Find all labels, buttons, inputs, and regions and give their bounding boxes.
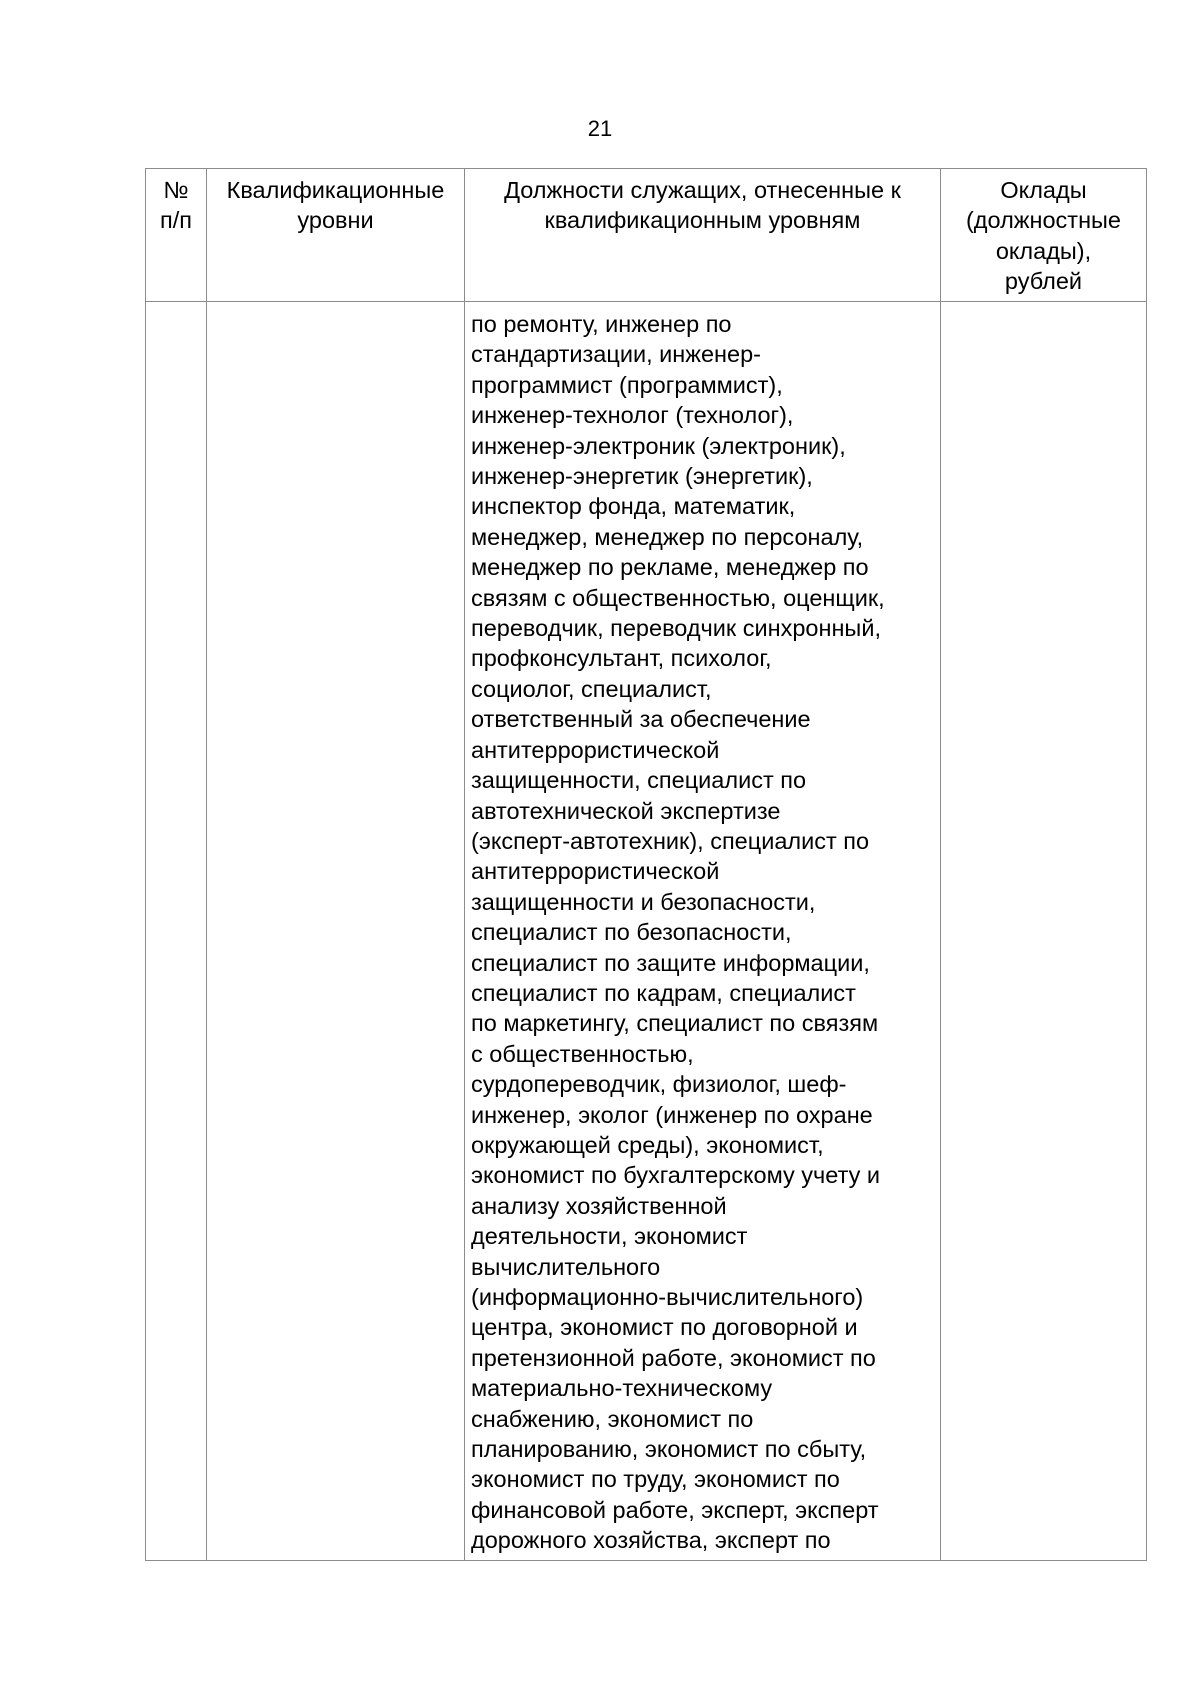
positions-text-line: профконсультант, психолог, — [471, 645, 772, 672]
positions-text-line: социолог, специалист, — [471, 675, 712, 702]
positions-text-line: претензионной работе, экономист по — [471, 1344, 876, 1371]
header-salaries-line: (должностные — [965, 207, 1122, 234]
positions-text-line: снабжению, экономист по — [471, 1405, 754, 1432]
positions-text-line: стандартизации, инженер- — [471, 341, 761, 368]
positions-text-line: окружающей среды), экономист, — [471, 1131, 824, 1158]
positions-text-line: инженер-технолог (технолог), — [471, 402, 794, 429]
header-salaries-line: Оклады — [1000, 177, 1087, 203]
positions-text-line: защищенности, специалист по — [471, 767, 807, 794]
header-number — [146, 169, 207, 302]
header-number-line: № — [163, 177, 189, 203]
positions-text-line: с общественностью, — [471, 1040, 694, 1067]
positions-text-line: дорожного хозяйства, эксперт по — [471, 1527, 831, 1554]
positions-text-line: (информационно-вычислительного) — [471, 1284, 864, 1310]
staff-positions-table — [145, 168, 1147, 1561]
header-levels-line: уровни — [297, 207, 374, 234]
header-positions-line: квалификационным уровням — [544, 207, 861, 234]
positions-text-line: по маркетингу, специалист по связям — [471, 1010, 879, 1037]
header-number-line: п/п — [160, 207, 192, 234]
positions-text-line: сурдопереводчик, физиолог, шеф- — [471, 1071, 847, 1098]
positions-text-line: инспектор фонда, математик, — [471, 493, 796, 520]
positions-text-line: центра, экономист по договорной и — [471, 1314, 858, 1341]
positions-text-line: антитеррористической — [471, 858, 720, 885]
cell-number — [146, 302, 207, 1561]
header-levels-line: Квалификационные — [226, 177, 445, 203]
positions-text-line: ответственный за обеспечение — [471, 706, 811, 733]
header-salaries — [941, 169, 1147, 302]
positions-text-line: по ремонту, инженер по — [471, 311, 732, 337]
cell-positions — [465, 302, 941, 1561]
cell-qualification-level — [207, 302, 465, 1561]
positions-text-line: связям с общественностью, оценщик, — [471, 584, 885, 611]
table-header-row — [146, 169, 1147, 302]
positions-text-line: автотехнической экспертизе — [471, 797, 781, 824]
page-number: 21 — [587, 116, 613, 141]
header-positions-line: Должности служащих, отнесенные к — [504, 177, 901, 203]
positions-text-line: специалист по кадрам, специалист — [471, 979, 856, 1006]
positions-text-line: антитеррористической — [471, 736, 720, 763]
positions-text-line: деятельности, экономист — [471, 1223, 748, 1250]
positions-text-line: инженер-электроник (электроник), — [471, 432, 846, 459]
positions-text-line: материально-техническому — [471, 1375, 773, 1402]
positions-text — [471, 309, 932, 1556]
header-salaries-line: рублей — [1004, 268, 1083, 295]
positions-text-line: финансовой работе, эксперт, эксперт — [471, 1496, 879, 1523]
header-qualification-levels — [207, 169, 465, 302]
positions-text-line: защищенности и безопасности, — [471, 888, 816, 915]
positions-text-line: специалист по безопасности, — [471, 919, 792, 946]
positions-text-line: программист (программист), — [471, 371, 783, 398]
positions-text-line: переводчик, переводчик синхронный, — [471, 615, 881, 642]
positions-text-line: анализу хозяйственной — [471, 1192, 727, 1219]
positions-text-line: (эксперт-автотехник), специалист по — [471, 827, 870, 854]
positions-text-line: специалист по защите информации, — [471, 949, 870, 976]
table-row — [146, 302, 1147, 1561]
positions-text-line: менеджер по рекламе, менеджер по — [471, 554, 869, 581]
header-positions — [465, 169, 941, 302]
positions-text-line: менеджер, менеджер по персоналу, — [471, 523, 864, 550]
positions-text-line: экономист по труду, экономист по — [471, 1466, 840, 1493]
positions-text-line: экономист по бухгалтерскому учету и — [471, 1162, 881, 1189]
positions-text-line: инженер, эколог (инженер по охране — [471, 1101, 873, 1128]
positions-text-line: планированию, экономист по сбыту, — [471, 1436, 867, 1463]
positions-text-line: инженер-энергетик (энергетик), — [471, 463, 813, 490]
cell-salary — [941, 302, 1147, 1561]
positions-text-line: вычислительного — [471, 1253, 661, 1280]
header-salaries-line: оклады), — [995, 237, 1092, 264]
